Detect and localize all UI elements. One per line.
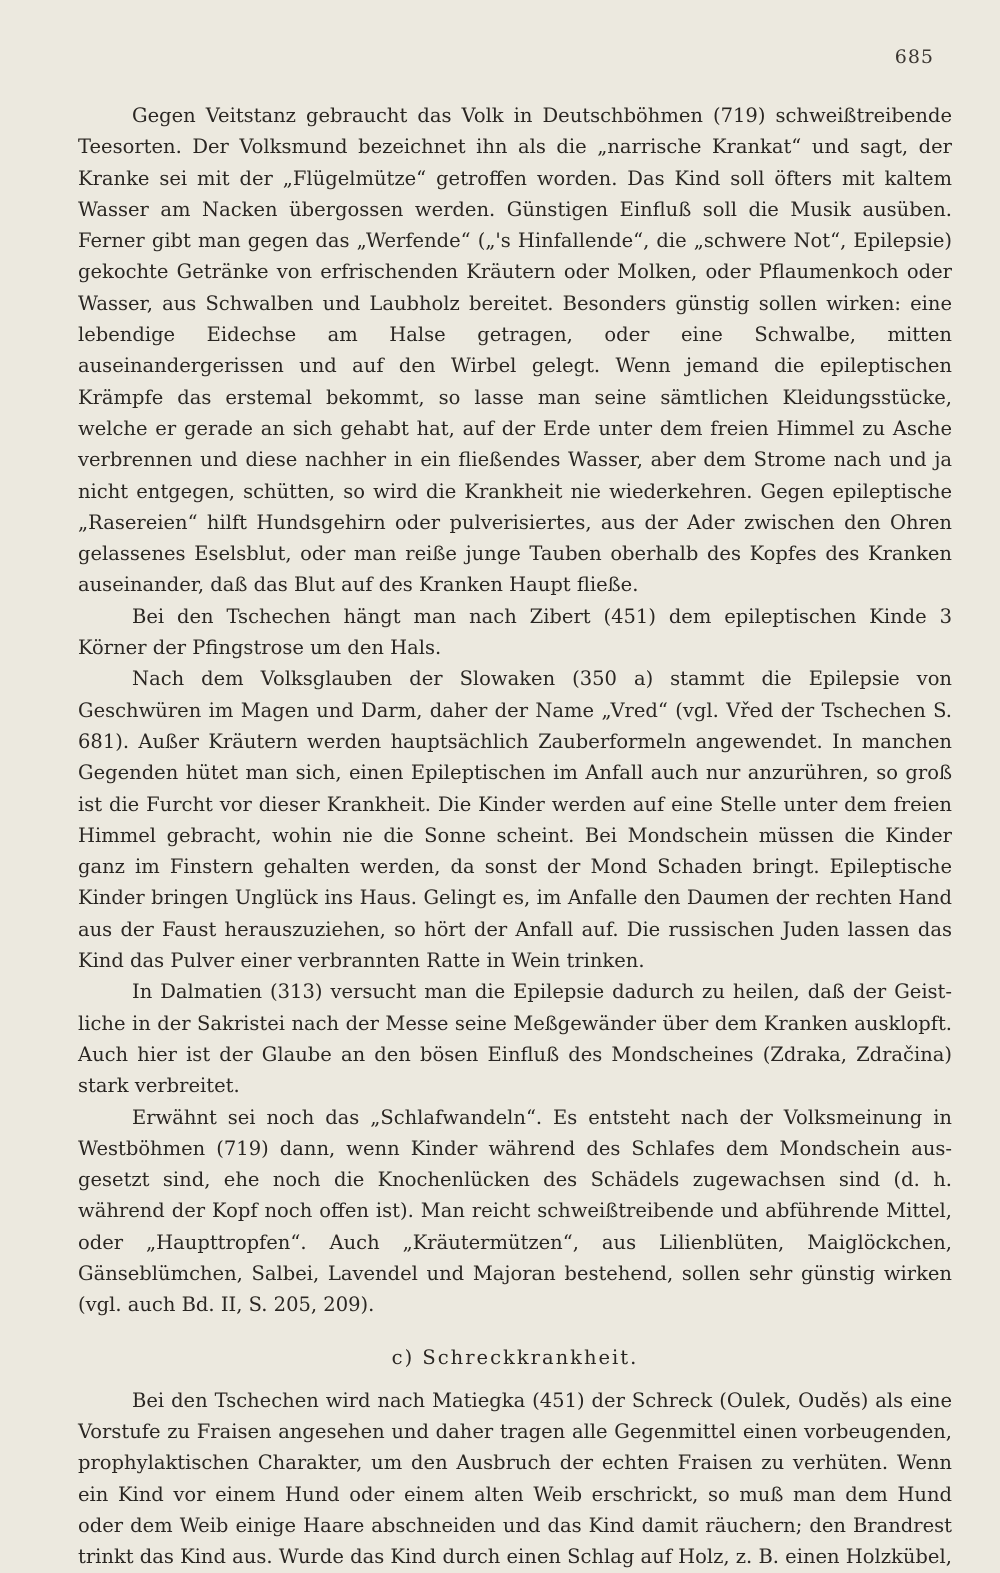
paragraph-slowaken-epilepsie: Nach dem Volksglauben der Slowaken (350 a) stammt die Epilepsie von Geschwüren im Magen und Darm, daher der Name „Vred“ (vgl. Vřed der Tschechen S. 681). Außer Kräutern werden hauptsächlich Zauberformeln angewendet. In manchen Gegenden hütet man sich, einen Epileptischen im Anfall auch nur anzurühren, so groß ist die Furcht vor dieser Krankheit. Die Kinder werden auf eine Stelle unter dem freien Himmel gebracht, wohin nie die Sonne scheint. Bei Mondschein müssen die Kinder ganz im Finstern gehalten werden, da sonst der Mond Schaden bringt. Epileptische Kinder bringen Unglück ins Haus. Gelingt es, im Anfalle den Daumen der rechten Hand aus der Faust herauszuziehen, so hört der Anfall auf. Die russischen Juden lassen das Kind das Pulver einer verbrannten Ratte in Wein trinken. bbox=[78, 667, 952, 973]
paragraph-schreckkrankheit: Bei den Tschechen wird nach Matiegka (451) der Schreck (Oulek, Oudĕs) als eine Vorstufe zu Fraisen angesehen und daher tragen alle Gegenmittel einen vorbeugenden, prophylaktischen Charakter, um den Ausbruch der echten Fraisen zu verhüten. Wenn ein Kind vor einem Hund oder einem alten Weib erschrickt, so muß man dem Hund oder dem Weib einige Haare abschneiden und das Kind damit räuchern; den Brandrest trinkt das Kind aus. Wurde das Kind durch einen Schlag auf Holz, z. B. einen Holzkübel, bbox=[78, 1388, 952, 1569]
paragraph-schlafwandeln: Erwähnt sei noch das „Schlafwandeln“. Es entsteht nach der Volksmeinung in Westböhmen (719) dann, wenn Kinder während des Schlafes dem Mondschein ausgesetzt sind, ehe noch die Knochenlücken des Schädels zugewachsen sind (d. h. während der Kopf noch offen ist). Man reicht schweißtreibende und abführende Mittel, oder „Haupttropfen“. Auch „Kräutermützen“, aus Lilienblüten, Maiglöckchen, Gänseblümchen, Salbei, Lavendel und Majoran bestehend, sollen sehr günstig wirken (vgl. auch Bd. II, S. 205, 209). bbox=[78, 1105, 952, 1317]
paragraph-dalmatien: In Dalmatien (313) versucht man die Epilepsie dadurch zu heilen, daß der Geistliche in der Sakristei nach der Messe seine Meßgewänder über dem Kranken ausklopft. Auch hier ist der Glaube an den bösen Einfluß des Mondscheines (Zdraka, Zdračina) stark verbreitet. bbox=[78, 980, 952, 1098]
page-number: 685 bbox=[894, 46, 934, 68]
paragraph-veitstanz: Gegen Veitstanz gebraucht das Volk in Deutschböhmen (719) schweißtreibende Teesorten. Der Volksmund bezeichnet ihn als die „narrische Krankat“ und sagt, der Kranke sei mit der „Flügelmütze“ getroffen worden. Das Kind soll öfters mit kaltem Wasser am Nacken übergossen werden. Günstigen Einfluß soll die Musik ausüben. Ferner gibt man gegen das „Werfende“ („'s Hinfallende“, die „schwere Not“, Epilepsie) gekochte Getränke von erfrischenden Kräutern oder Molken, oder Pflaumenkoch oder Wasser, aus Schwalben und Laubholz bereitet. Besonders günstig sollen wirken: eine lebendige Eidechse am Halse getragen, oder eine Schwalbe, mitten auseinandergerissen und auf den Wirbel gelegt. Wenn jemand die epileptischen Krämpfe das erstemal bekommt, so lasse man seine sämtlichen Kleidungsstücke, welche er gerade an sich gehabt hat, auf der Erde unter dem freien Himmel zu Asche verbrennen und diese nachher in ein fließendes Wasser, aber dem Strome nach und ja nicht entgegen, schütten, so wird die Krankheit nie wiederkehren. Gegen epileptische „Rasereien“ hilft Hundsgehirn oder pulverisiertes, aus der Ader zwischen den Ohren gelassenes Eselsblut, oder man reiße junge Tauben oberhalb des Kopfes des Kranken auseinander, daß das Blut auf des Kranken Haupt fließe. bbox=[78, 104, 952, 597]
body-text bbox=[78, 100, 952, 1573]
paragraph-tschechen-pfingstrose: Bei den Tschechen hängt man nach Zibert (451) dem epileptischen Kinde 3 Körner der Pfingstrose um den Hals. bbox=[78, 604, 952, 660]
section-heading: c) Schreckkrankheit. bbox=[391, 1345, 639, 1369]
